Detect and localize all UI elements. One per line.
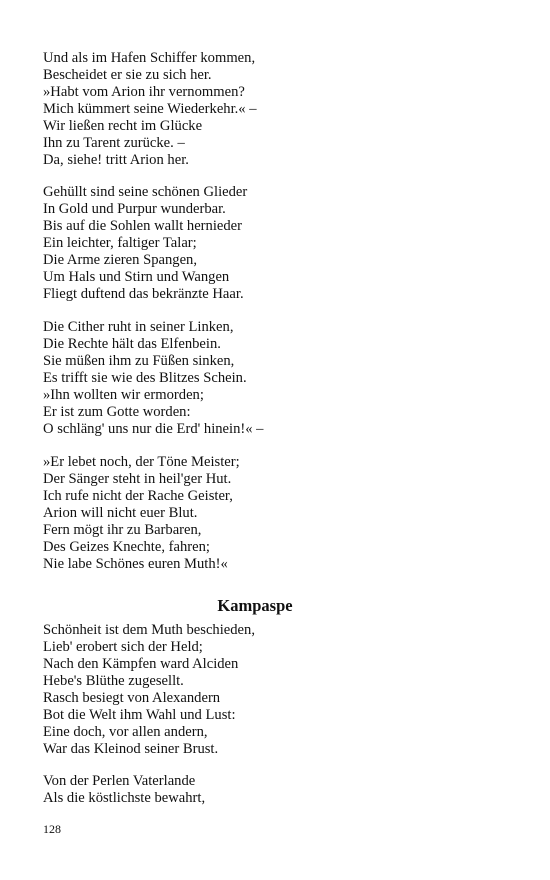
verse-line: Ihn zu Tarent zurücke. – (43, 135, 185, 151)
verse-line: Der Sänger steht in heil'ger Hut. (43, 471, 232, 487)
verse-line: Die Cither ruht in seiner Linken, (43, 319, 234, 335)
stanza-3 (43, 319, 503, 438)
verse-line: Bescheidet er sie zu sich her. (43, 67, 212, 83)
verse-line: Bot die Welt ihm Wahl und Lust: (43, 707, 236, 723)
verse-line: Schönheit ist dem Muth beschieden, (43, 622, 255, 638)
stanza-2 (43, 184, 503, 303)
verse-line: Arion will nicht euer Blut. (43, 505, 198, 521)
verse-line: »Er lebet noch, der Töne Meister; (43, 454, 240, 470)
stanza-5 (43, 622, 503, 758)
stanza-6 (43, 773, 503, 807)
verse-line: Des Geizes Knechte, fahren; (43, 539, 210, 555)
poem-title: Kampaspe (217, 596, 293, 615)
verse-line: Die Rechte hält das Elfenbein. (43, 336, 221, 352)
verse-line: Eine doch, vor allen andern, (43, 724, 208, 740)
verse-line: »Ihn wollten wir ermorden; (43, 387, 204, 403)
verse-line: »Habt vom Arion ihr vernommen? (43, 84, 245, 100)
verse-line: Als die köstlichste bewahrt, (43, 790, 206, 806)
verse-line: Er ist zum Gotte worden: (43, 404, 191, 420)
verse-line: Mich kümmert seine Wiederkehr.« – (43, 101, 257, 117)
verse-line: Bis auf die Sohlen wallt hernieder (43, 218, 242, 234)
verse-line: Hebe's Blüthe zugesellt. (43, 673, 184, 689)
verse-line: Von der Perlen Vaterlande (43, 773, 196, 789)
verse-line: Fliegt duftend das bekränzte Haar. (43, 286, 244, 302)
verse-line: Es trifft sie wie des Blitzes Schein. (43, 370, 247, 386)
verse-line: Nie labe Schönes euren Muth!« (43, 556, 228, 572)
verse-line: Um Hals und Stirn und Wangen (43, 269, 230, 285)
verse-line: Rasch besiegt von Alexandern (43, 690, 221, 706)
stanza-4 (43, 454, 503, 573)
verse-line: O schläng' uns nur die Erd' hinein!« – (43, 421, 264, 437)
verse-line: Ein leichter, faltiger Talar; (43, 235, 197, 251)
verse-line: Lieb' erobert sich der Held; (43, 639, 203, 655)
verse-line: Da, siehe! tritt Arion her. (43, 152, 189, 168)
verse-line: Sie müßen ihm zu Füßen sinken, (43, 353, 235, 369)
verse-line: Wir ließen recht im Glücke (43, 118, 203, 134)
stanza-1 (43, 50, 503, 169)
verse-line: Ich rufe nicht der Rache Geister, (43, 488, 233, 504)
verse-line: In Gold und Purpur wunderbar. (43, 201, 226, 217)
verse-line: Gehüllt sind seine schönen Glieder (43, 184, 248, 200)
verse-line: Die Arme zieren Spangen, (43, 252, 197, 268)
verse-line: Nach den Kämpfen ward Alciden (43, 656, 239, 672)
verse-line: Und als im Hafen Schiffer kommen, (43, 50, 256, 66)
verse-line: War das Kleinod seiner Brust. (43, 741, 219, 757)
page-number: 128 (43, 822, 61, 836)
verse-line: Fern mögt ihr zu Barbaren, (43, 522, 202, 538)
